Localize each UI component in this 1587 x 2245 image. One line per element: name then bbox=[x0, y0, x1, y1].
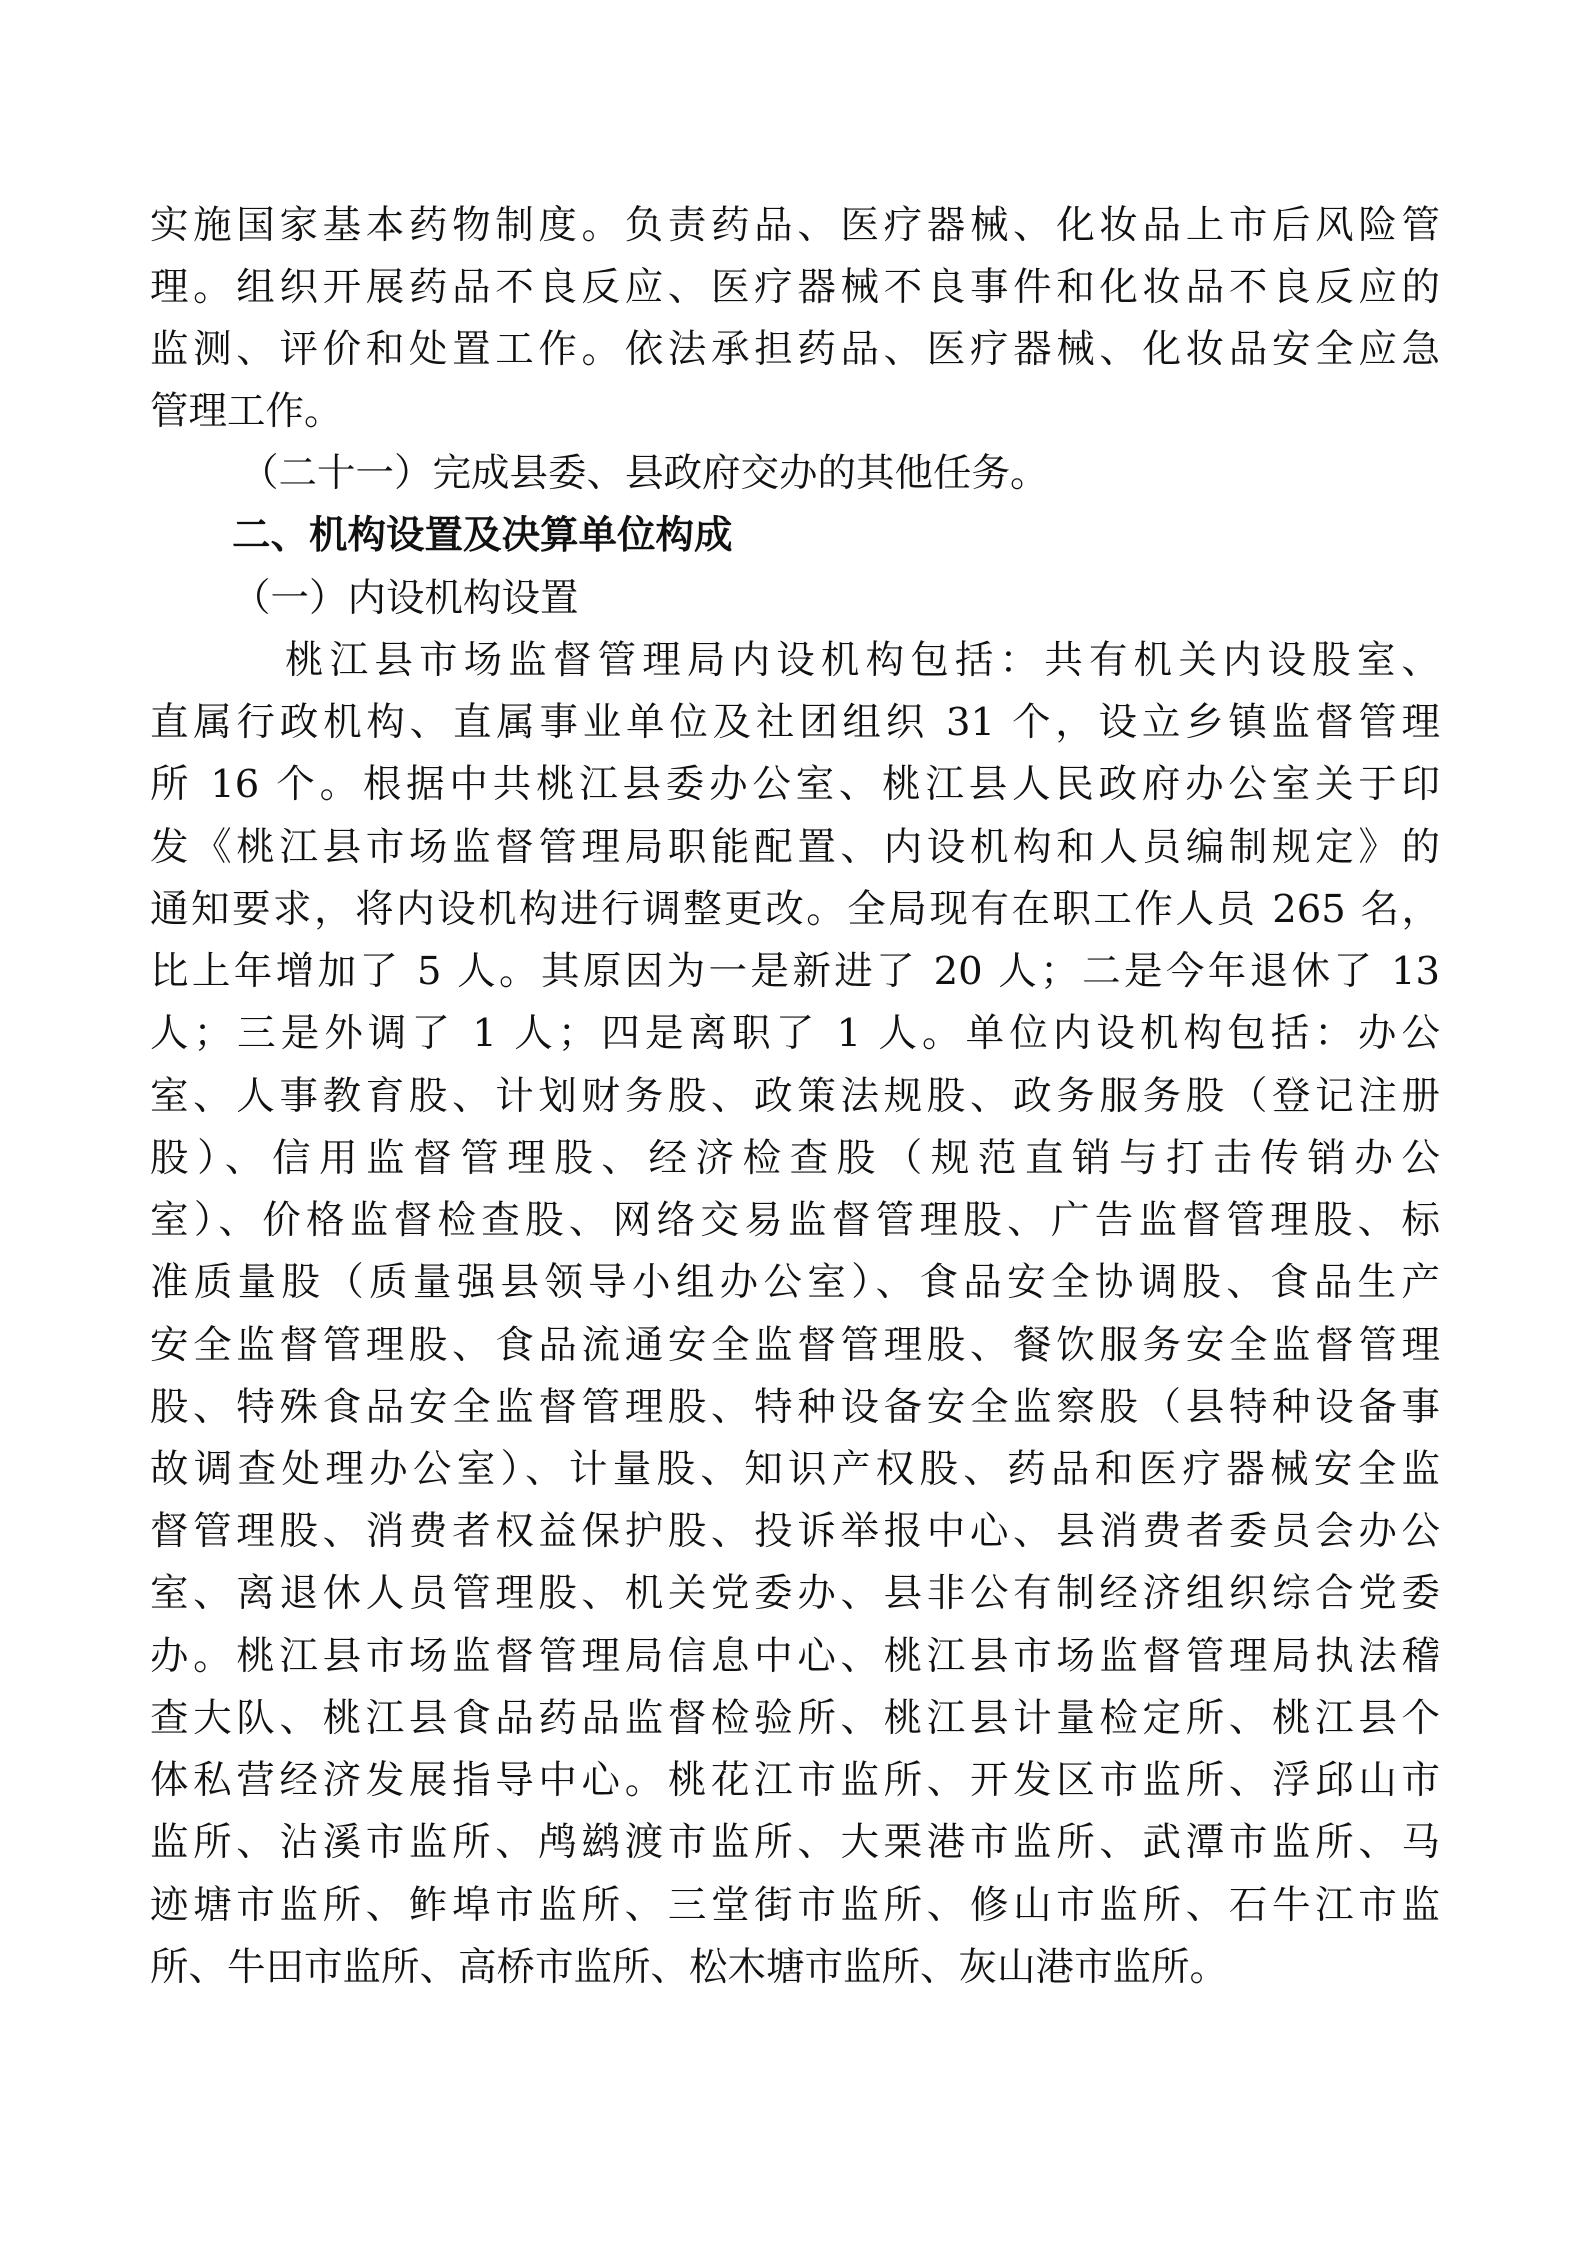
body-text-line: 监所、沾溪市监所、鸬鹚渡市监所、大栗港市监所、武潭市监所、马 bbox=[150, 1820, 1440, 1865]
section-heading: 二、机构设置及决算单位构成 bbox=[232, 513, 733, 558]
body-text-line: 查大队、桃江县食品药品监督检验所、桃江县计量检定所、桃江县个 bbox=[150, 1696, 1440, 1741]
list-item-21: （二十一）完成县委、县政府交办的其他任务。 bbox=[240, 451, 1049, 496]
body-text-line: 理。组织开展药品不良反应、医疗器械不良事件和化妆品不良反应的 bbox=[150, 265, 1440, 310]
body-text-line: 室、人事教育股、计划财务股、政策法规股、政务服务股（登记注册 bbox=[150, 1074, 1440, 1119]
body-text-line: 督管理股、消费者权益保护股、投诉举报中心、县消费者委员会办公 bbox=[150, 1509, 1440, 1554]
body-text-line: 通知要求，将内设机构进行调整更改。全局现有在职工作人员 265 名， bbox=[150, 887, 1440, 932]
body-text-line: 办。桃江县市场监督管理局信息中心、桃江县市场监督管理局执法稽 bbox=[150, 1634, 1440, 1679]
body-text-line: 迹塘市监所、鲊埠市监所、三堂街市监所、修山市监所、石牛江市监 bbox=[150, 1883, 1440, 1928]
body-text-line: 直属行政机构、直属事业单位及社团组织 31 个，设立乡镇监督管理 bbox=[150, 700, 1440, 745]
body-text-line: 故调查处理办公室）、计量股、知识产权股、药品和医疗器械安全监 bbox=[150, 1447, 1440, 1492]
body-text-line: 人；三是外调了 1 人；四是离职了 1 人。单位内设机构包括：办公 bbox=[150, 1011, 1440, 1056]
body-text-line: 发《桃江县市场监督管理局职能配置、内设机构和人员编制规定》的 bbox=[150, 825, 1440, 870]
body-text-line: 准质量股（质量强县领导小组办公室）、食品安全协调股、食品生产 bbox=[150, 1260, 1440, 1305]
subsection-heading: （一）内设机构设置 bbox=[232, 576, 579, 621]
body-text-line: 体私营经济发展指导中心。桃花江市监所、开发区市监所、浮邱山市 bbox=[150, 1758, 1440, 1803]
body-text-line: 股、特殊食品安全监督管理股、特种设备安全监察股（县特种设备事 bbox=[150, 1385, 1440, 1430]
body-text-line: 监测、评价和处置工作。依法承担药品、医疗器械、化妆品安全应急 bbox=[150, 327, 1440, 372]
body-text-line: 室）、价格监督检查股、网络交易监督管理股、广告监督管理股、标 bbox=[150, 1198, 1440, 1243]
body-text-line: 桃江县市场监督管理局内设机构包括：共有机关内设股室、 bbox=[285, 638, 1440, 683]
body-text-line: 所 16 个。根据中共桃江县委办公室、桃江县人民政府办公室关于印 bbox=[150, 762, 1440, 807]
body-text-line: 管理工作。 bbox=[150, 389, 343, 434]
body-text-line: 股）、信用监督管理股、经济检查股（规范直销与打击传销办公 bbox=[150, 1136, 1440, 1181]
body-text-line: 所、牛田市监所、高桥市监所、松木塘市监所、灰山港市监所。 bbox=[150, 1945, 1229, 1990]
body-text-line: 安全监督管理股、食品流通安全监督管理股、餐饮服务安全监督管理 bbox=[150, 1323, 1440, 1368]
body-text-line: 室、离退休人员管理股、机关党委办、县非公有制经济组织综合党委 bbox=[150, 1571, 1440, 1616]
body-text-line: 比上年增加了 5 人。其原因为一是新进了 20 人；二是今年退休了 13 bbox=[150, 949, 1440, 994]
body-text-line: 实施国家基本药物制度。负责药品、医疗器械、化妆品上市后风险管 bbox=[150, 203, 1440, 248]
